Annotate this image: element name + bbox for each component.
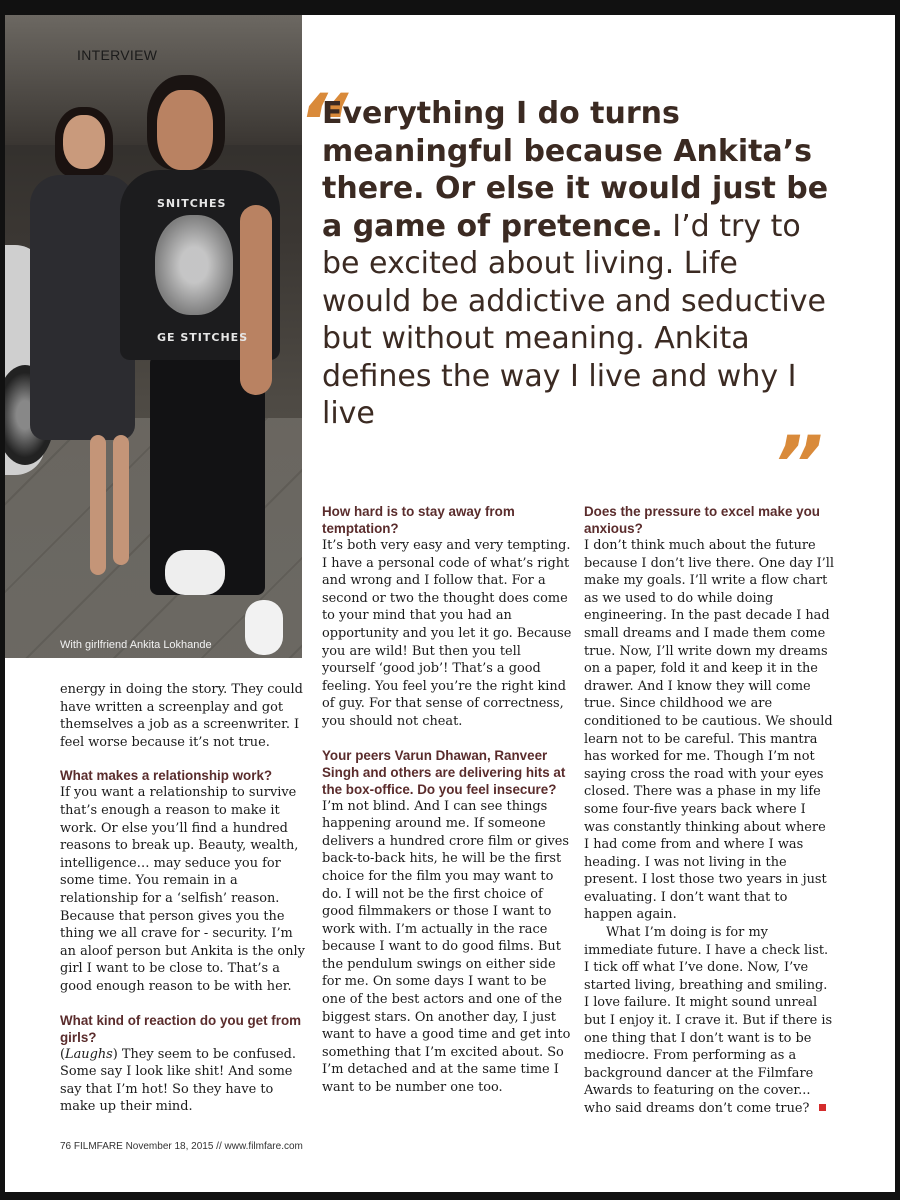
question-heading: Does the pressure to excel make you anxious? xyxy=(584,504,820,536)
man-shoe xyxy=(165,550,225,595)
answer-paragraph: I don’t think much about the future because I don’t live there. One day I’ll make my goals. I’ll write a flow chart as we used to do while doing engineering. In the past decade I had small dreams and I made them come true. Now, I’ll write down my dreams on a paper, fold it and keep it in the drawer. And I know they will come true. Since childhood we are conditioned to be cautious. We should learn not to be careful. This mantra has worked for me. Though I’m not saying cross the road with your eyes closed. There was a phase in my life some four-five years back where I was constantly thinking about where I had come from and where I was heading. I was not living in the present. I lost those two years in just evaluating. I don’t want that to happen again. xyxy=(584,538,835,923)
cover-photo xyxy=(5,15,302,658)
magazine-page xyxy=(5,15,895,1192)
question-heading: Your peers Varun Dhawan, Ranveer Singh and others are delivering hits at the box-office. Do you feel insecure? xyxy=(322,747,566,797)
column-1 xyxy=(60,681,308,1116)
man-shoe xyxy=(245,600,283,655)
question-heading: What makes a relationship work? xyxy=(60,768,273,784)
pull-quote-light: I’d try to be excited about living. Life would be addictive and seductive but without meaning. Ankita defines the way I live and why I live xyxy=(322,208,826,431)
page-footer: 76 FILMFARE November 18, 2015 // www.filmfare.com xyxy=(60,1141,303,1152)
shirt-text-top: SNITCHES xyxy=(157,197,227,210)
woman-leg xyxy=(113,435,129,565)
man-arm xyxy=(240,205,272,395)
photo-caption: With girlfriend Ankita Lokhande xyxy=(60,639,212,651)
answer-text: They seem to be confused. Some say I look like shit! And some say that I’m hot! So they have to make up their mind. xyxy=(60,1046,296,1115)
answer-paragraph: I’m not blind. And I can see things happening around me. If someone delivers a hundred crore film or gives back-to-back hits, he will be the first choice for the film you may want to do. I will not be the first choice of good filmmakers or those I want to work with. I’m actually in the race because I want to do good films. But the pendulum swings on either side for me. On some days I want to be one of the best actors and one of the biggest stars. On another day, I just want to have a good time and get into something that I’m excited about. So I’m detached and at the same time I want to be number one too. xyxy=(322,798,571,1096)
skull-print xyxy=(155,215,233,315)
answer-paragraph: It’s both very easy and very tempting. I have a personal code of what’s right and wrong and I follow that. For a second or two the thought does come to your mind that you had an opportunity and you let it go. Because you are wild! But then you tell yourself ‘good job’! That’s a good feeling. You feel you’re the right kind of guy. For that sense of correctness, you should not cheat. xyxy=(322,538,572,729)
paragraph: energy in doing the story. They could have written a screenplay and got themselves a job as a screenwriter. I feel worse because it’s not true. xyxy=(60,682,303,750)
column-2 xyxy=(322,503,572,1097)
answer-text: What I’m doing is for my immediate future. I have a check list. I tick off what I’ve done. Now, I’ve started living, breathing and smiling. I love failure. It might sound unreal but I enjoy it. I crave it. But if there is one thing that I don’t want is to be mediocre. From performing as a background dancer at the Filmfare Awards to featuring on the cover... who said dreams don’t come true? xyxy=(584,925,833,1116)
question-heading: How hard is to stay away from temptation? xyxy=(322,504,515,536)
pull-quote xyxy=(322,95,832,433)
open-quote-icon: “ xyxy=(298,79,349,169)
end-of-article-icon xyxy=(819,1104,826,1111)
shirt-text-bottom: GE STITCHES xyxy=(157,331,249,344)
close-quote-icon: ” xyxy=(773,421,824,511)
answer-paragraph xyxy=(584,924,834,1118)
answer-paragraph: If you want a relationship to survive that’s enough a reason to make it work. Or else you’ll find a hundred reasons to break up. Beauty, wealth, intelligence… may seduce you for some time. You remain in a relationship for a ‘selfish’ reason. Because that person gives you the thing we all crave for - security. I’m an aloof person but Ankita is the only girl I want to be close to. That’s a good enough reason to be with her. xyxy=(60,785,305,994)
laughs-note: Laughs xyxy=(65,1046,113,1062)
woman-leg xyxy=(90,435,106,575)
section-label: INTERVIEW xyxy=(77,47,158,63)
woman-face xyxy=(63,115,105,169)
question-heading: What kind of reaction do you get from girls? xyxy=(60,1012,302,1045)
column-3 xyxy=(584,503,834,1118)
answer-paragraph: (Laughs) They seem to be confused. Some say I look like shit! And some say that I’m hot! So they have to make up their mind. xyxy=(60,1046,296,1115)
man-face xyxy=(157,90,213,170)
pull-quote-bold: Everything I do turns meaningful because Ankita’s there. Or else it would just be a game of pretence. xyxy=(322,96,829,244)
